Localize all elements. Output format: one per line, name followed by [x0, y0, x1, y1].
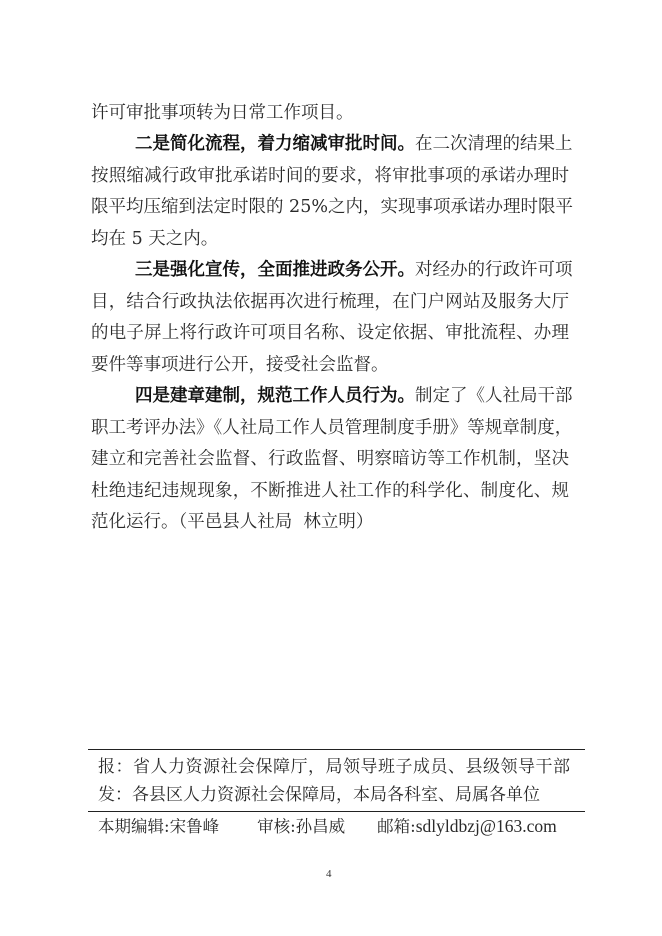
body-line: 许可审批事项转为日常工作项目。	[91, 103, 354, 123]
paragraph-heading-line	[135, 257, 573, 283]
page-number: 4	[326, 868, 332, 880]
reviewer-name: 孙昌威	[295, 817, 346, 836]
body-line: 的电子屏上将行政许可项目名称、设定依据、审批流程、办理	[91, 323, 569, 343]
report-to-line: 报：省人力资源社会保障厅，局领导班子成员、县级领导干部	[98, 757, 570, 777]
email-address: sdlyldbzj@163.com	[415, 816, 557, 836]
paragraph-heading: 四是建章建制，规范工作人员行为。	[135, 386, 415, 406]
editor-name: 宋鲁峰	[169, 817, 220, 836]
paragraph-heading-line	[135, 383, 573, 409]
credits-line	[98, 812, 576, 840]
body-line: 限平均压缩到法定时限的 25%之内，实现事项承诺办理时限平	[91, 197, 573, 217]
distribute-to-line: 发：各县区人力资源社会保障局，本局各科室、局属各单位	[98, 785, 540, 805]
body-line: 建立和完善社会监督、行政监督、明察暗访等工作机制，坚决	[91, 449, 569, 469]
body-line: 均在 5 天之内。	[91, 229, 219, 249]
body-line: 要件等事项进行公开，接受社会监督。	[91, 355, 389, 375]
body-text: 在二次清理的结果上	[415, 134, 573, 154]
editor-label: 本期编辑:	[98, 817, 170, 836]
body-line: 范化运行。（平邑县人社局 林立明）	[91, 512, 374, 532]
body-text: 对经办的行政许可项	[415, 260, 573, 280]
body-text: 制定了《人社局干部	[415, 386, 573, 406]
footer-top-rule	[88, 749, 585, 750]
reviewer-label: 审核:	[257, 817, 296, 836]
body-line: 目，结合行政执法依据再次进行梳理，在门户网站及服务大厅	[91, 292, 569, 312]
email-label: 邮箱:	[377, 817, 416, 836]
paragraph-heading-line	[135, 131, 573, 157]
paragraph-heading: 二是简化流程，着力缩减审批时间。	[135, 134, 415, 154]
body-line: 杜绝违纪违规现象，不断推进人社工作的科学化、制度化、规	[91, 481, 569, 501]
body-line: 按照缩减行政审批承诺时间的要求，将审批事项的承诺办理时	[91, 166, 569, 186]
paragraph-heading: 三是强化宣传，全面推进政务公开。	[135, 260, 415, 280]
body-line: 职工考评办法》《人社局工作人员管理制度手册》等规章制度，	[91, 418, 573, 438]
